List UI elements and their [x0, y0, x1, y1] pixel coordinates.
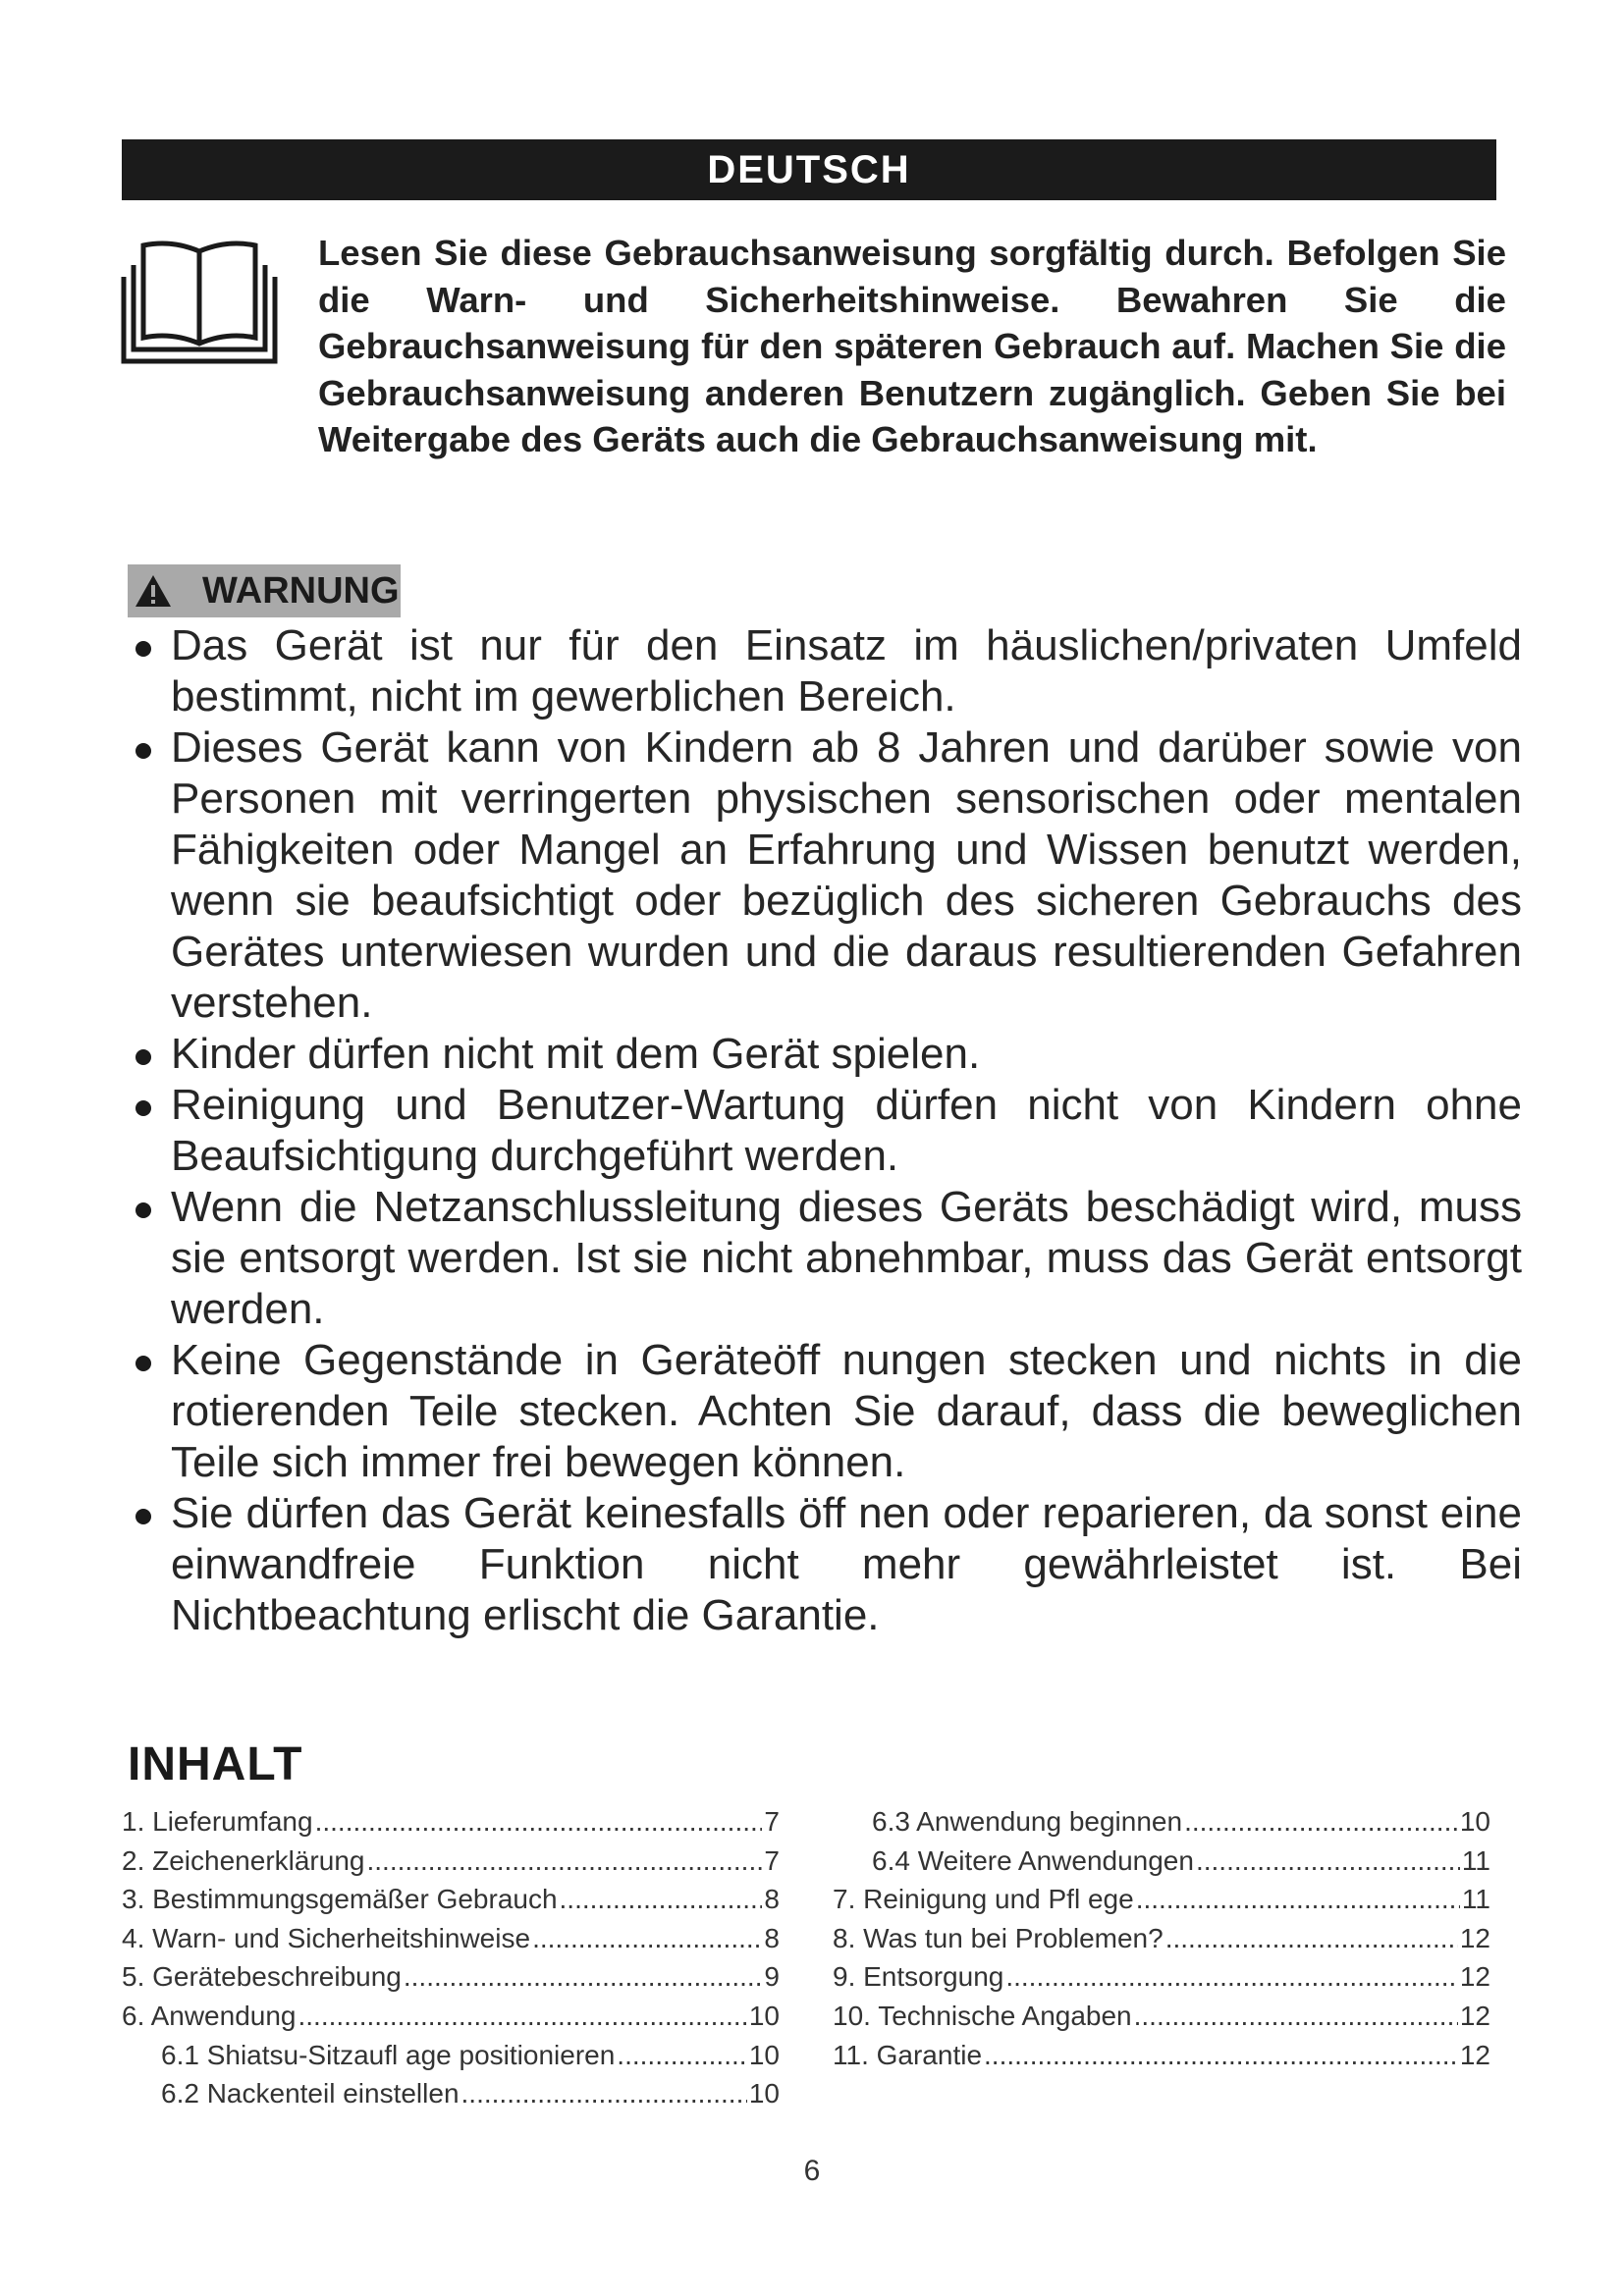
toc-entry-page: 11 — [1461, 1844, 1490, 1876]
open-book-icon — [118, 236, 281, 369]
toc-entry-label: 3. Bestimmungsgemäßer Gebrauch — [122, 1884, 558, 1915]
toc-entry[interactable] — [122, 1880, 780, 1919]
toc-entry[interactable] — [122, 1997, 780, 2036]
toc-entry-label: 8. Was tun bei Problemen? — [833, 1922, 1164, 1953]
toc-entry-label: 6.2 Nackenteil einstellen — [161, 2078, 460, 2109]
toc-entry-label: 5. Gerätebeschreibung — [122, 1961, 402, 1993]
warning-item: Sie dürfen das Gerät keinesfalls öff nen oder reparieren, da sonst eine einwandfreie Funktion nicht mehr gewährleistet ist. Bei Nichtbeachtung erlischt die Garantie. — [128, 1488, 1522, 1641]
toc-entry-label: 10. Technische Angaben — [833, 2000, 1132, 2031]
toc-entry[interactable] — [122, 1957, 780, 1997]
toc-entry-page: 11 — [1461, 1884, 1490, 1915]
toc-entry[interactable] — [833, 1919, 1490, 1958]
toc-entry-label: 6.4 Weitere Anwendungen — [872, 1844, 1194, 1876]
toc-entry-page: 9 — [764, 1961, 780, 1993]
toc-entry-page: 8 — [764, 1922, 780, 1953]
toc-entry[interactable] — [122, 1802, 780, 1842]
toc-entry-page: 7 — [764, 1806, 780, 1837]
toc-entry[interactable] — [122, 1919, 780, 1958]
toc-entry-page: 12 — [1459, 2039, 1490, 2070]
warning-item: Keine Gegenstände in Geräteöff nungen stecken und nichts in die rotierenden Teile stecken. Achten Sie darauf, dass die beweglichen Teile sich immer frei bewegen können. — [128, 1335, 1522, 1488]
toc-entry-page: 10 — [1459, 1806, 1490, 1837]
toc-entry-label: 9. Entsorgung — [833, 1961, 1004, 1993]
toc-title: INHALT — [128, 1738, 303, 1790]
toc-entry-label: 11. Garantie — [833, 2039, 983, 2070]
warning-list — [128, 620, 1522, 1641]
warning-heading — [128, 564, 400, 617]
toc-entry-label: 2. Zeichenerklärung — [122, 1844, 365, 1876]
toc-right-column — [833, 1802, 1490, 2074]
warning-item: Das Gerät ist nur für den Einsatz im häuslichen/privaten Umfeld bestimmt, nicht im gewerblichen Bereich. — [128, 620, 1522, 722]
toc-entry-label: 6.1 Shiatsu-Sitzaufl age positionieren — [161, 2039, 616, 2070]
section-header: DEUTSCH — [122, 139, 1496, 200]
toc-entry-page: 7 — [764, 1844, 780, 1876]
page-number: 6 — [803, 2155, 821, 2187]
toc-entry[interactable] — [833, 1997, 1490, 2036]
toc-entry-page: 12 — [1459, 1922, 1490, 1953]
warning-item: Kinder dürfen nicht mit dem Gerät spielen. — [128, 1029, 1522, 1080]
toc-entry[interactable] — [833, 2036, 1490, 2075]
toc-entry[interactable] — [833, 1842, 1490, 1881]
toc-entry[interactable] — [833, 1880, 1490, 1919]
warning-label: WARNUNG — [202, 570, 400, 612]
toc-entry[interactable] — [122, 2036, 780, 2075]
toc-entry-page: 10 — [748, 2039, 780, 2070]
toc-left-column — [122, 1802, 780, 2113]
toc-entry[interactable] — [833, 1957, 1490, 1997]
toc-entry-label: 6.3 Anwendung beginnen — [872, 1806, 1183, 1837]
warning-triangle-icon — [134, 573, 173, 609]
warning-item: Dieses Gerät kann von Kindern ab 8 Jahren und darüber sowie von Personen mit verringerten physischen sensorischen oder mentalen Fähigkeiten oder Mangel an Erfahrung und Wissen benutzt werden, wenn sie beaufsichtigt oder bezüglich des sicheren Gebrauchs des Gerätes unterwiesen wurden und die daraus resultierenden Gefahren verstehen. — [128, 722, 1522, 1029]
toc-entry-page: 10 — [748, 2000, 780, 2031]
warning-item: Reinigung und Benutzer-Wartung dürfen nicht von Kindern ohne Beaufsichtigung durchgeführt werden. — [128, 1080, 1522, 1182]
toc-entry-page: 8 — [764, 1884, 780, 1915]
toc-entry-label: 1. Lieferumfang — [122, 1806, 313, 1837]
toc-entry[interactable] — [122, 2074, 780, 2113]
toc-entry-label: 4. Warn- und Sicherheitshinweise — [122, 1922, 531, 1953]
toc-entry-page: 12 — [1459, 1961, 1490, 1993]
intro-text: Lesen Sie diese Gebrauchsanweisung sorgfältig durch. Befolgen Sie die Warn- und Sicherheitshinweise. Bewahren Sie die Gebrauchsanweisung für den späteren Gebrauch auf. Machen Sie die Gebrauchsanweisung anderen Benutzern zugänglich. Geben Sie bei Weitergabe des Geräts auch die Gebrauchsanweisung mit. — [318, 233, 1506, 459]
warning-item: Wenn die Netzanschlussleitung dieses Geräts beschädigt wird, muss sie entsorgt werden. Ist sie nicht abnehmbar, muss das Gerät entsorgt werden. — [128, 1182, 1522, 1335]
toc-entry[interactable] — [833, 1802, 1490, 1842]
toc-entry-label: 7. Reinigung und Pfl ege — [833, 1884, 1134, 1915]
toc-entry[interactable] — [122, 1842, 780, 1881]
toc-entry-page: 10 — [748, 2078, 780, 2109]
toc-entry-page: 12 — [1459, 2000, 1490, 2031]
toc-entry-label: 6. Anwendung — [122, 2000, 297, 2031]
